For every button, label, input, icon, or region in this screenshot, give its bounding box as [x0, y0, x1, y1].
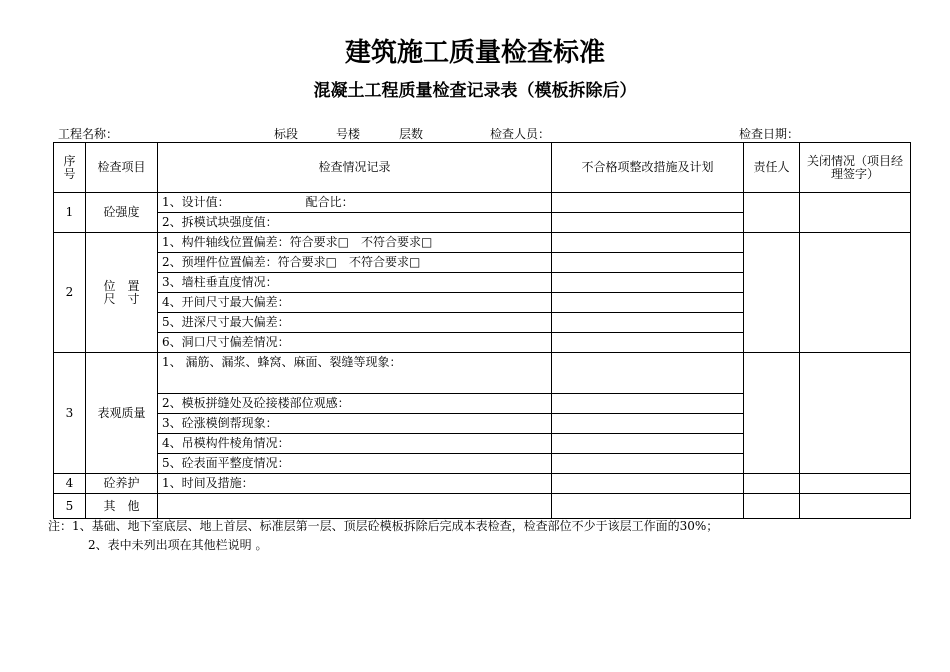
header-responsible: 责任人 [744, 143, 800, 193]
measures-cell[interactable] [552, 434, 744, 454]
item-cell: 位 置 尺 寸 [86, 233, 158, 353]
record-label: 6、洞口尺寸偏差情况： [162, 335, 290, 349]
project-name-label: 工程名称： [58, 127, 119, 141]
closure-cell[interactable] [800, 193, 911, 233]
measures-cell[interactable] [552, 273, 744, 293]
date-label: 检查日期： [739, 127, 800, 141]
record-cell[interactable] [158, 394, 552, 414]
record-label: 5、砼表面平整度情况： [162, 456, 290, 470]
table-header-row [54, 143, 911, 193]
note-1: 注：1、基础、地下室底层、地上首层、标准层第一层、顶层砼模板拆除后完成本表检查，检查部位不少于该层工作面的30%； [48, 519, 719, 533]
record-label: 1、设计值： [162, 195, 230, 209]
page-title: 建筑施工质量检查标准 [344, 38, 605, 68]
record-cell[interactable] [158, 213, 552, 233]
table-row [54, 233, 911, 253]
note-2: 2、表中未列出项在其他栏说明 。 [88, 538, 268, 552]
responsible-cell[interactable] [744, 353, 800, 474]
record-label: 5、进深尺寸最大偏差： [162, 315, 290, 329]
table-row [54, 494, 911, 519]
record-label: 2、拆模试块强度值： [162, 215, 278, 229]
record-label: 4、开间尺寸最大偏差： [162, 295, 290, 309]
table-row [54, 474, 911, 494]
measures-cell[interactable] [552, 233, 744, 253]
item-cell: 表观质量 [86, 353, 158, 474]
header-record: 检查情况记录 [158, 143, 552, 193]
section-label: 标段 [274, 127, 299, 141]
closure-cell[interactable] [800, 474, 911, 494]
closure-cell[interactable] [800, 233, 911, 353]
measures-cell[interactable] [552, 494, 744, 519]
seq-cell: 3 [54, 353, 86, 474]
measures-cell[interactable] [552, 353, 744, 394]
seq-cell: 4 [54, 474, 86, 494]
table-row [54, 193, 911, 213]
record-cell[interactable] [158, 494, 552, 519]
measures-cell[interactable] [552, 253, 744, 273]
measures-cell[interactable] [552, 193, 744, 213]
inspector-label: 检查人员： [490, 127, 551, 141]
measures-cell[interactable] [552, 313, 744, 333]
record-cell[interactable] [158, 474, 552, 494]
record-cell[interactable] [158, 273, 552, 293]
floor-label: 层数 [399, 127, 424, 141]
record-label: 1、时间及措施： [162, 476, 254, 490]
record-cell[interactable] [158, 293, 552, 313]
table-row [54, 353, 911, 394]
responsible-cell[interactable] [744, 474, 800, 494]
seq-cell: 2 [54, 233, 86, 353]
closure-cell[interactable] [800, 494, 911, 519]
record-label: 2、预埋件位置偏差：符合要求□ 不符合要求□ [162, 255, 421, 269]
responsible-cell[interactable] [744, 193, 800, 233]
form-subtitle: 混凝土工程质量检查记录表（模板拆除后） [313, 81, 637, 101]
header-item: 检查项目 [86, 143, 158, 193]
record-label: 3、砼涨模倒帮现象： [162, 416, 278, 430]
inspection-table [53, 142, 911, 519]
header-closure: 关闭情况（项目经理签字） [800, 143, 911, 193]
measures-cell[interactable] [552, 293, 744, 313]
building-label: 号楼 [336, 127, 361, 141]
closure-cell[interactable] [800, 353, 911, 474]
item-cell: 砼强度 [86, 193, 158, 233]
record-cell[interactable] [158, 253, 552, 273]
item-cell: 其 他 [86, 494, 158, 519]
seq-cell: 5 [54, 494, 86, 519]
measures-cell[interactable] [552, 454, 744, 474]
record-label: 3、墙柱垂直度情况： [162, 275, 278, 289]
measures-cell[interactable] [552, 333, 744, 353]
item-cell: 砼养护 [86, 474, 158, 494]
record-cell[interactable] [158, 454, 552, 474]
note-2-line [48, 536, 718, 555]
record-label: 1、 漏筋、漏浆、蜂窝、麻面、裂缝等现象： [162, 355, 402, 369]
record-cell[interactable] [158, 414, 552, 434]
measures-cell[interactable] [552, 414, 744, 434]
record-cell[interactable] [158, 313, 552, 333]
mix-ratio-label: 配合比： [305, 195, 354, 209]
measures-cell[interactable] [552, 474, 744, 494]
record-label: 1、构件轴线位置偏差：符合要求□ 不符合要求□ [162, 235, 433, 249]
header-measures: 不合格项整改措施及计划 [552, 143, 744, 193]
measures-cell[interactable] [552, 394, 744, 414]
seq-cell: 1 [54, 193, 86, 233]
record-cell[interactable] [158, 434, 552, 454]
record-cell[interactable] [158, 353, 552, 394]
record-cell[interactable] [158, 193, 552, 213]
record-cell[interactable] [158, 333, 552, 353]
record-cell[interactable] [158, 233, 552, 253]
responsible-cell[interactable] [744, 233, 800, 353]
responsible-cell[interactable] [744, 494, 800, 519]
measures-cell[interactable] [552, 213, 744, 233]
notes [48, 517, 718, 555]
record-label: 2、模板拼缝处及砼接楼部位观感： [162, 396, 350, 410]
record-label: 4、吊模构件棱角情况： [162, 436, 290, 450]
header-seq: 序号 [54, 143, 86, 193]
